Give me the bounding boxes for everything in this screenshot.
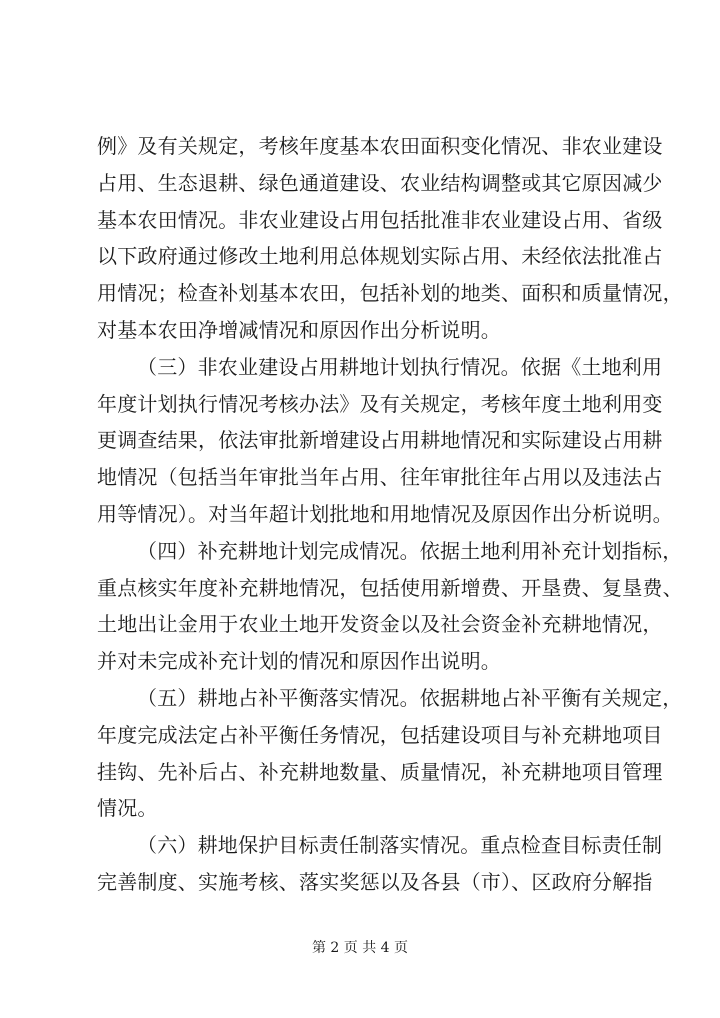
text-line: 挂钩、先补后占、补充耕地数量、质量情况，补充耕地项目管理 bbox=[97, 759, 663, 784]
text-line: 情况。 bbox=[97, 796, 158, 821]
text-line: 例》及有关规定，考核年度基本农田面积变化情况、非农业建设 bbox=[97, 134, 663, 158]
text-line: 年度计划执行情况考核办法》及有关规定，考核年度土地利用变 bbox=[97, 391, 663, 416]
text-line: 占用、生态退耕、绿色通道建设、农业结构调整或其它原因减少 bbox=[97, 170, 663, 195]
section-six-heading-line: （六）耕地保护目标责任制落实情况。重点检查目标责任制 bbox=[137, 833, 663, 858]
text-line: 重点核实年度补充耕地情况，包括使用新增费、开垦费、复垦费、 bbox=[97, 575, 683, 600]
text-line: 基本农田情况。非农业建设占用包括批准非农业建设占用、省级 bbox=[97, 207, 663, 232]
text-line: 完善制度、实施考核、落实奖惩以及各县（市）、区政府分解指 bbox=[97, 869, 653, 894]
text-line: 土地出让金用于农业土地开发资金以及社会资金补充耕地情况， bbox=[97, 612, 663, 637]
text-line: 对基本农田净增减情况和原因作出分析说明。 bbox=[97, 317, 501, 342]
text-line: 用情况；检查补划基本农田，包括补划的地类、面积和质量情况， bbox=[97, 281, 683, 306]
section-five-heading-line: （五）耕地占补平衡落实情况。依据耕地占补平衡有关规定， bbox=[137, 685, 683, 710]
document-body bbox=[97, 128, 683, 901]
text-line: 更调查结果，依法审批新增建设占用耕地情况和实际建设占用耕 bbox=[97, 428, 663, 453]
text-line: 以下政府通过修改土地利用总体规划实际占用、未经依法批准占 bbox=[97, 244, 663, 269]
text-line: 用等情况）。对当年超计划批地和用地情况及原因作出分析说明。 bbox=[97, 501, 673, 526]
page-number-footer: 第 2 页 共 4 页 bbox=[311, 940, 409, 956]
text-line: 年度完成法定占补平衡任务情况，包括建设项目与补充耕地项目 bbox=[97, 722, 663, 747]
section-four-heading-line: （四）补充耕地计划完成情况。依据土地利用补充计划指标， bbox=[137, 538, 683, 563]
section-three-heading-line: （三）非农业建设占用耕地计划执行情况。依据《土地利用 bbox=[137, 354, 663, 379]
text-line: 地情况（包括当年审批当年占用、往年审批往年占用以及违法占 bbox=[97, 465, 663, 490]
text-line: 并对未完成补充计划的情况和原因作出说明。 bbox=[97, 649, 501, 674]
